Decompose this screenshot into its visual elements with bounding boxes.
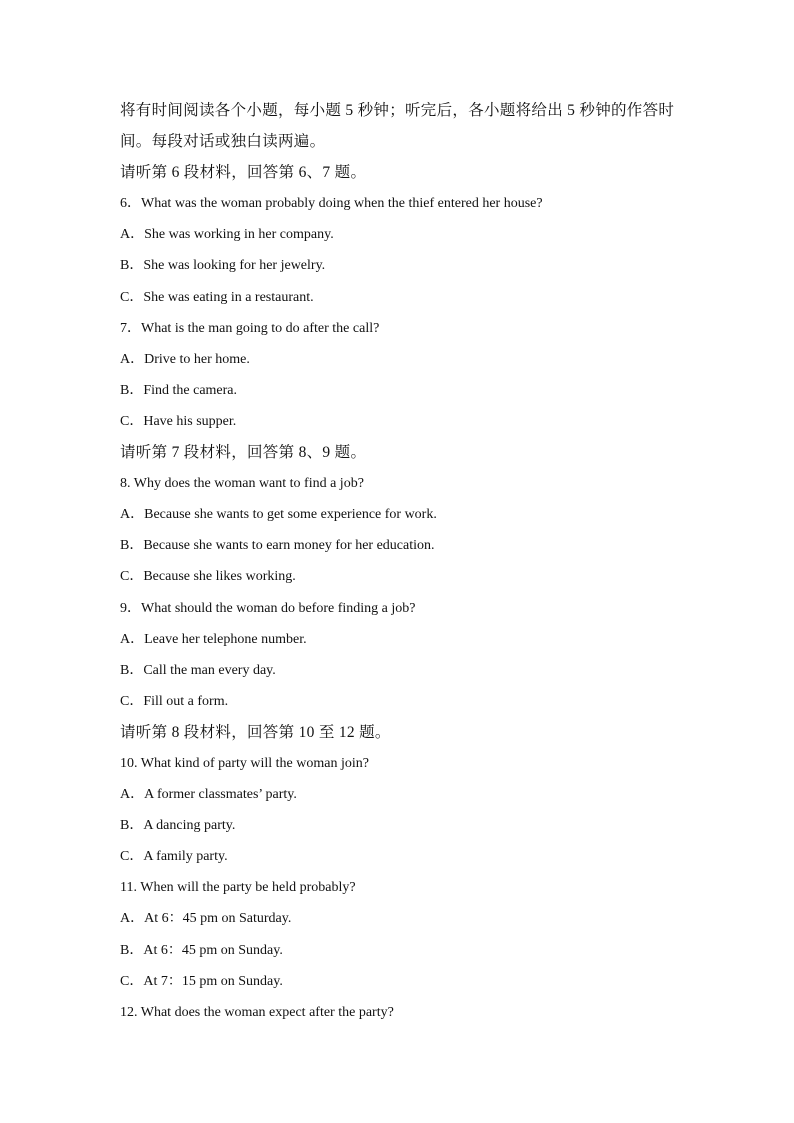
question-stem: 7．What is the man going to do after the call? [120, 320, 380, 336]
answer-option: B．Find the camera. [120, 382, 238, 398]
answer-option: B．A dancing party. [120, 818, 236, 834]
question-stem: 6．What was the woman probably doing when the thief entered her house? [120, 196, 543, 212]
answer-option: A．Leave her telephone number. [120, 631, 307, 647]
document-body [120, 95, 680, 1028]
answer-option: B．Call the man every day. [120, 662, 276, 678]
answer-option: C．Because she likes working. [120, 569, 296, 585]
answer-option: A．A former classmates’ party. [120, 787, 297, 803]
answer-option: B．She was looking for her jewelry. [120, 258, 326, 274]
answer-option: A．Because she wants to get some experience for work. [120, 507, 437, 523]
section-heading: 请听第 8 段材料，回答第 10 至 12 题。 [120, 723, 391, 741]
answer-option: C．She was eating in a restaurant. [120, 289, 314, 305]
question-stem: 8. Why does the woman want to find a job? [120, 476, 364, 492]
question-stem: 12. What does the woman expect after the party? [120, 1004, 394, 1020]
section-heading: 请听第 6 段材料，回答第 6、7 题。 [120, 164, 367, 182]
section-heading: 请听第 7 段材料，回答第 8、9 题。 [120, 444, 367, 462]
answer-option: C．A family party. [120, 849, 228, 865]
intro-line: 将有时间阅读各个小题，每小题 5 秒钟；听完后，各小题将给出 5 秒钟的作答时 [120, 102, 675, 119]
answer-option: A．She was working in her company. [120, 227, 334, 243]
intro-line: 间。每段对话或独白读两遍。 [120, 133, 326, 151]
answer-option: A．Drive to her home. [120, 351, 250, 367]
answer-option: C．Fill out a form. [120, 693, 229, 709]
question-stem: 10. What kind of party will the woman join? [120, 755, 369, 771]
question-stem: 9．What should the woman do before finding a job? [120, 600, 416, 616]
answer-option: B．Because she wants to earn money for her education. [120, 538, 435, 554]
answer-option: B．At 6：45 pm on Sunday. [120, 942, 283, 958]
answer-option: C．Have his supper. [120, 413, 237, 429]
answer-option: A．At 6：45 pm on Saturday. [120, 911, 292, 927]
answer-option: C．At 7：15 pm on Sunday. [120, 973, 283, 989]
question-stem: 11. When will the party be held probably? [120, 880, 356, 896]
